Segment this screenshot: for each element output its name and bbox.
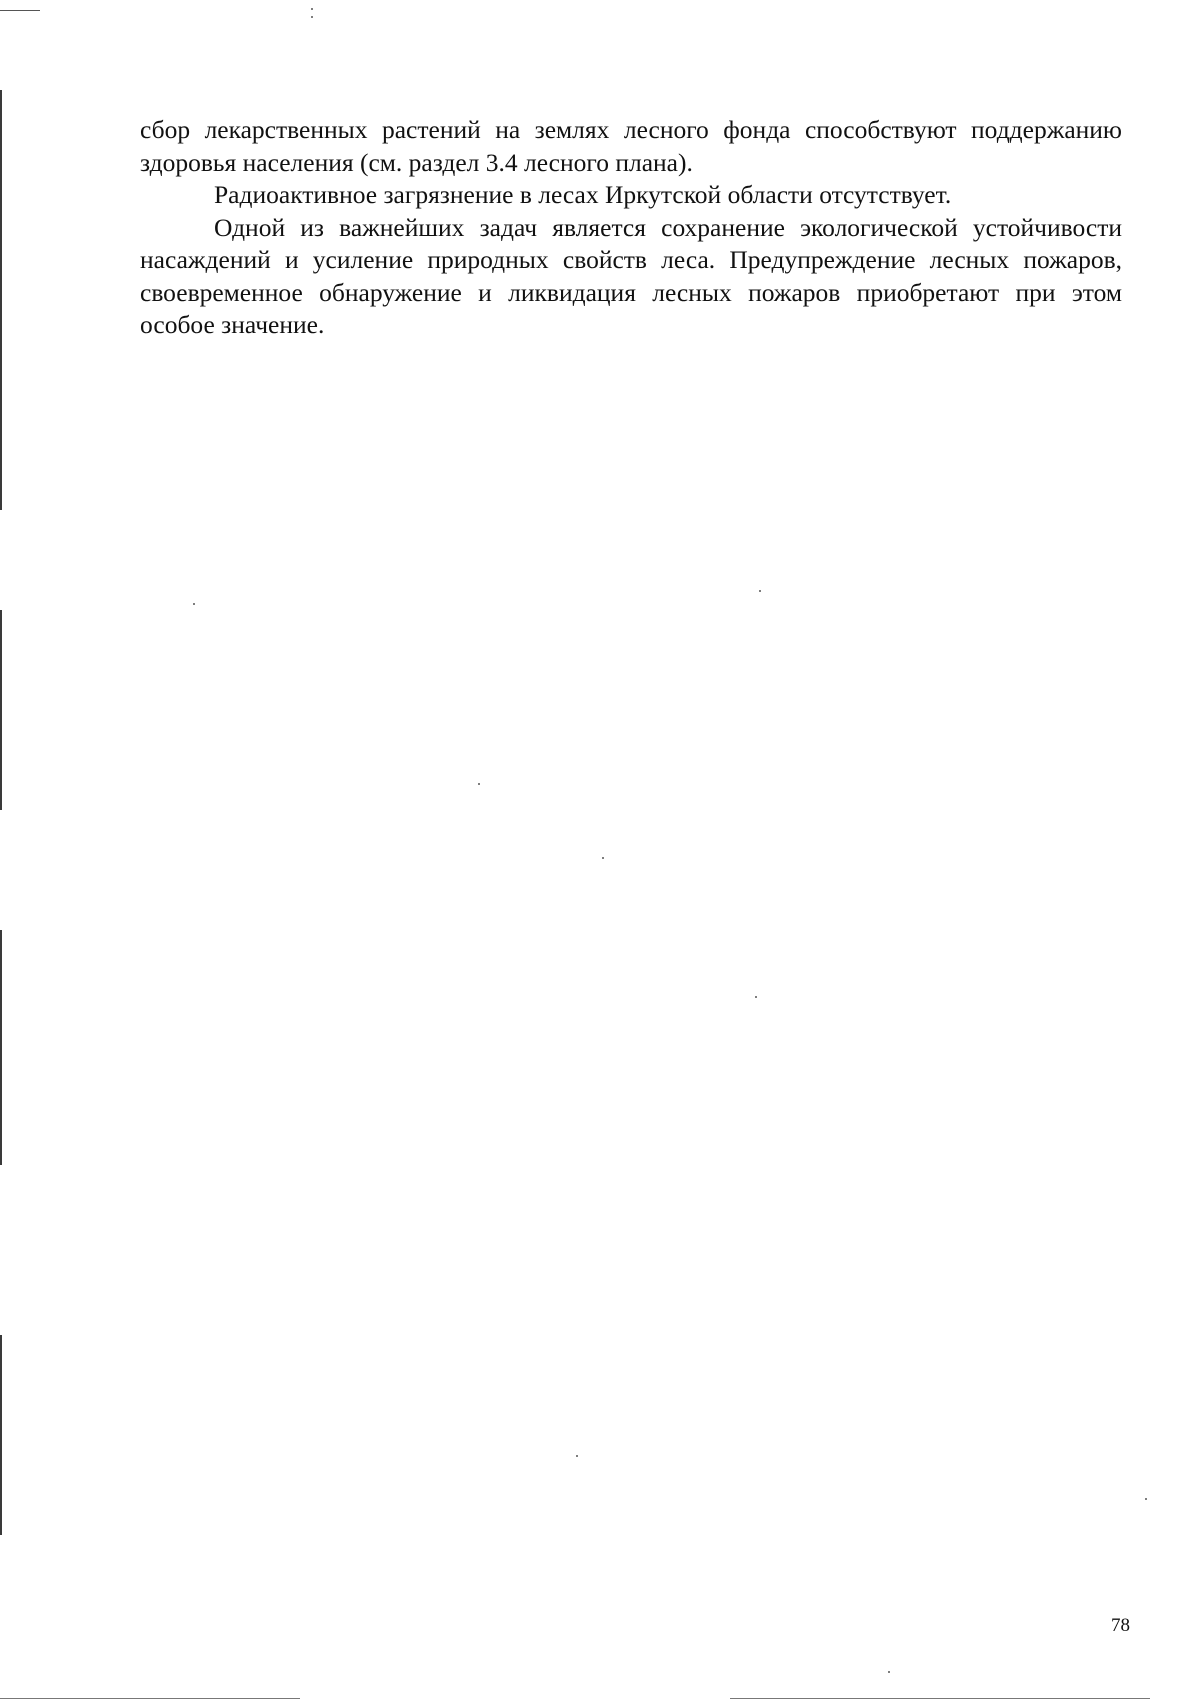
scan-speck	[755, 996, 757, 998]
scan-edge-bottom	[730, 1698, 1150, 1699]
scan-speck	[1145, 1498, 1147, 1500]
paragraph: Одной из важнейших задач является сохранение экологической устойчивости насаждений и усиление природных свойств леса. Предупреждение лесных пожаров, своевременное обнаружение и ликвидация лесных пожаров приобретают при этом особое значение.	[140, 212, 1122, 339]
paragraph: Радиоактивное загрязнение в лесах Иркутской области отсутствует.	[214, 180, 952, 209]
paragraph: сбор лекарственных растений на землях лесного фонда способствуют поддержанию здоровья населения (см. раздел 3.4 лесного плана).	[140, 115, 1122, 177]
scan-edge-line	[0, 1335, 2, 1535]
scan-edge-line	[0, 90, 2, 510]
scan-speck	[602, 857, 604, 859]
scan-edge-bottom	[0, 1698, 300, 1699]
scan-speck	[311, 16, 313, 18]
scan-speck	[478, 783, 480, 785]
scan-speck	[193, 603, 195, 605]
scan-speck	[888, 1671, 890, 1673]
scan-speck	[576, 1455, 578, 1457]
scan-speck	[311, 8, 313, 10]
body-text	[140, 114, 1122, 342]
page-number: 78	[1111, 1615, 1130, 1636]
scan-edge-line	[0, 610, 2, 810]
scan-speck	[759, 590, 761, 592]
scan-edge-line	[0, 930, 2, 1165]
scan-mark-top	[0, 10, 40, 11]
